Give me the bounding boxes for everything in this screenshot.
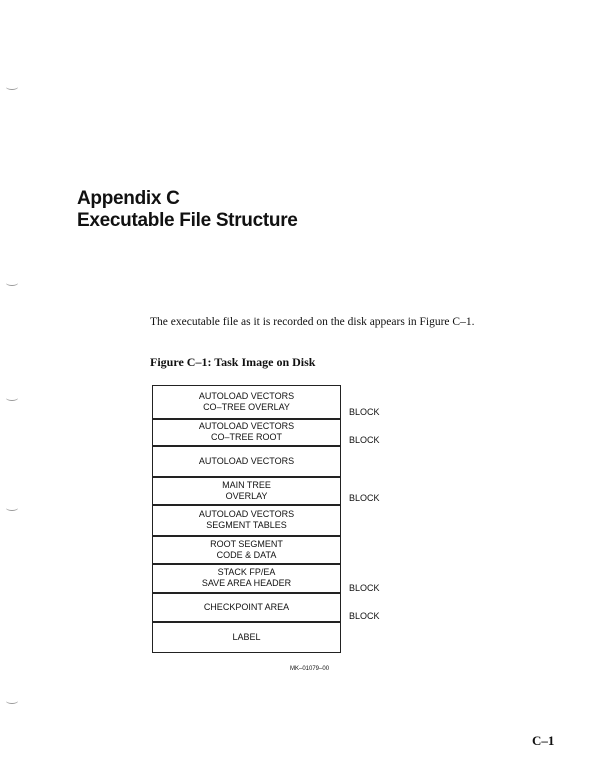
row-text: ROOT SEGMENT	[210, 538, 283, 549]
figure-id: MK–01079–00	[290, 666, 330, 672]
figure-row	[152, 418, 341, 447]
appendix-heading: Appendix C	[77, 188, 180, 209]
row-text: CO–TREE ROOT	[210, 432, 282, 443]
row-text: OVERLAY	[225, 490, 268, 501]
page-number: C–1	[532, 733, 555, 748]
figure-row	[152, 592, 341, 623]
row-text: AUTOLOAD VECTORS	[198, 391, 295, 402]
figure-row	[152, 621, 341, 653]
row-text: CODE & DATA	[216, 549, 277, 560]
row-text: AUTOLOAD VECTORS	[198, 509, 295, 520]
row-text: SAVE AREA HEADER	[201, 578, 292, 589]
block-label: BLOCK	[349, 611, 380, 621]
row-text: AUTOLOAD VECTORS	[198, 455, 295, 466]
figure-row	[152, 504, 341, 537]
figure-row	[152, 563, 341, 594]
binding-mark	[6, 84, 18, 90]
row-text: CHECKPOINT AREA	[203, 601, 290, 612]
binding-mark	[6, 280, 18, 286]
row-text: SEGMENT TABLES	[206, 520, 287, 531]
figure-row	[152, 445, 341, 478]
binding-mark	[6, 395, 18, 401]
binding-mark	[6, 505, 18, 511]
figure-row	[152, 385, 341, 420]
figure-row	[152, 535, 341, 565]
figure-row	[152, 476, 341, 506]
block-label: BLOCK	[349, 435, 380, 445]
block-label: BLOCK	[349, 493, 380, 503]
row-text: AUTOLOAD VECTORS	[198, 421, 295, 432]
row-text: STACK FP/EA	[217, 567, 276, 578]
appendix-title: Executable File Structure	[77, 210, 298, 231]
binding-mark	[6, 698, 18, 704]
row-text: MAIN TREE	[222, 479, 271, 490]
intro-text: The executable file as it is recorded on the disk appears in Figure C–1.	[150, 316, 475, 328]
row-text: CO–TREE OVERLAY	[203, 402, 290, 413]
figure-caption: Figure C–1: Task Image on Disk	[150, 355, 316, 369]
block-label: BLOCK	[349, 407, 380, 417]
block-label: BLOCK	[349, 583, 380, 593]
row-text: LABEL	[232, 631, 261, 642]
